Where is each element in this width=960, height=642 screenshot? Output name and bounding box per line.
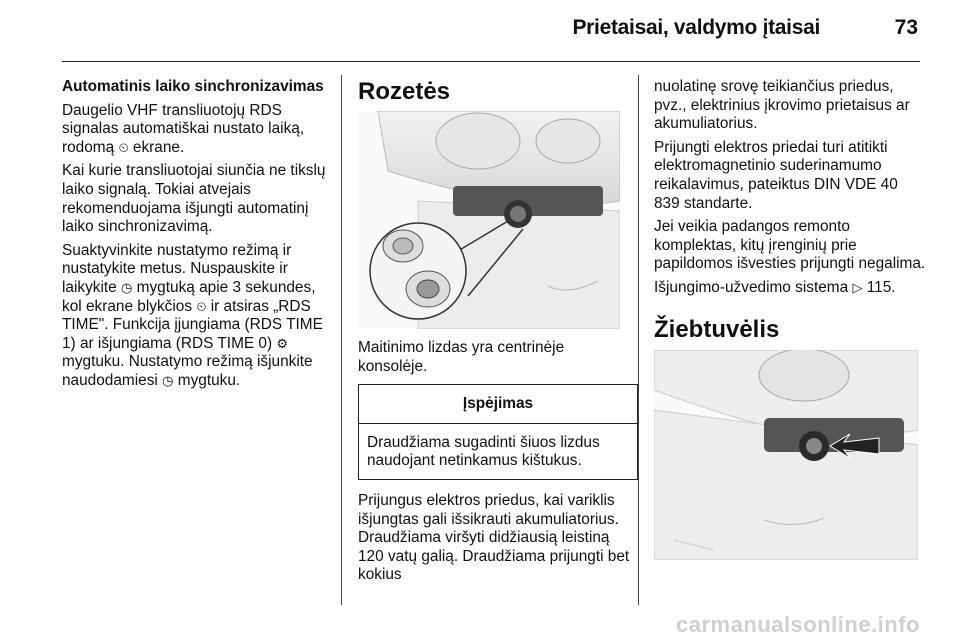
text: Išjungimo-užvedimo sistema (654, 278, 849, 296)
text: ekrane. (132, 138, 185, 156)
paragraph: Prijungti elektros priedai turi atitikti elektromagnetinio suderinamumo reikalavimus, pateiktus DIN VDE 40 839 standarte. (654, 138, 898, 212)
caption: Maitinimo lizdas yra centrinėje konsolėje. (358, 339, 565, 375)
paragraph (62, 242, 332, 391)
paragraph (62, 102, 332, 158)
page-reference: 115. (866, 278, 896, 296)
column-divider-1 (341, 75, 342, 605)
column-2 (358, 78, 630, 590)
section-heading-sockets: Rozetės (358, 78, 451, 105)
paragraph: nuolatinę srovę teikiančius priedus, pvz., elektrinius įkrovimo prietaisus ar akumuliatorius. (654, 78, 910, 133)
paragraph: Jei veikia padangos remonto komplektas, kitų įrenginių prie papildomos išvesties prijungti negalima. (654, 218, 926, 273)
warning-title: Įspėjimas (359, 385, 637, 424)
paragraph: Prijungus elektros priedus, kai variklis išjungtas gali išsikrauti akumuliatorius. Draudžiama viršyti didžiausią leistiną 120 vatų galią. Draudžiama prijungti bet kokius (358, 491, 630, 584)
cigarette-lighter-illustration (654, 350, 918, 560)
paragraph (654, 279, 926, 298)
text: Daugelio VHF transliuotojų RDS signalas automatiškai nustato laiką, rodomą (62, 101, 305, 156)
rds-clock-icon: ⏲ (196, 298, 207, 314)
paragraph: Kai kurie transliuotojai siunčia ne tikslų laiko signalą. Tokiai atvejais rekomenduojama išjungti automatinį laiko sinchronizavimą. (62, 162, 326, 236)
rds-clock-icon: ⏲ (118, 139, 129, 155)
page-number: 73 (894, 16, 918, 39)
text: mygtuku. (177, 371, 241, 389)
settings-icon: ⚙ (276, 335, 289, 351)
section-heading-lighter: Žiebtuvėlis (654, 315, 780, 343)
column-divider-2 (638, 75, 639, 605)
clock-icon: ◷ (121, 279, 133, 295)
warning-text: Draudžiama sugadinti šiuos lizdus naudojant netinkamus kištukus. (367, 433, 600, 470)
arrow-reference-icon: ▷ (852, 279, 863, 295)
header-divider (62, 61, 920, 62)
watermark: carmanualsonline.info (676, 612, 920, 637)
page-title: Prietaisai, valdymo įtaisai (572, 16, 820, 39)
text: ir atsiras „RDS TIME". Funkcija įjungiama (RDS TIME 1) ar išjungiama (RDS TIME 0) (62, 297, 323, 352)
power-socket-illustration (358, 111, 620, 329)
page-header (0, 0, 960, 60)
section-heading-time-sync: Automatinis laiko sinchronizavimas (62, 78, 324, 95)
text: Suaktyvinkite nustatymo režimą ir nustatykite metus. Nuspauskite ir laikykite (62, 241, 292, 296)
text: mygtuku. Nustatymo režimą išjunkite naudodamiesi (62, 353, 313, 389)
warning-box (358, 384, 638, 480)
clock-icon: ◷ (162, 372, 174, 388)
column-1 (62, 78, 332, 396)
column-3 (654, 78, 926, 560)
text: mygtuką apie 3 sekundes, kol ekrane blykčios (62, 278, 316, 315)
